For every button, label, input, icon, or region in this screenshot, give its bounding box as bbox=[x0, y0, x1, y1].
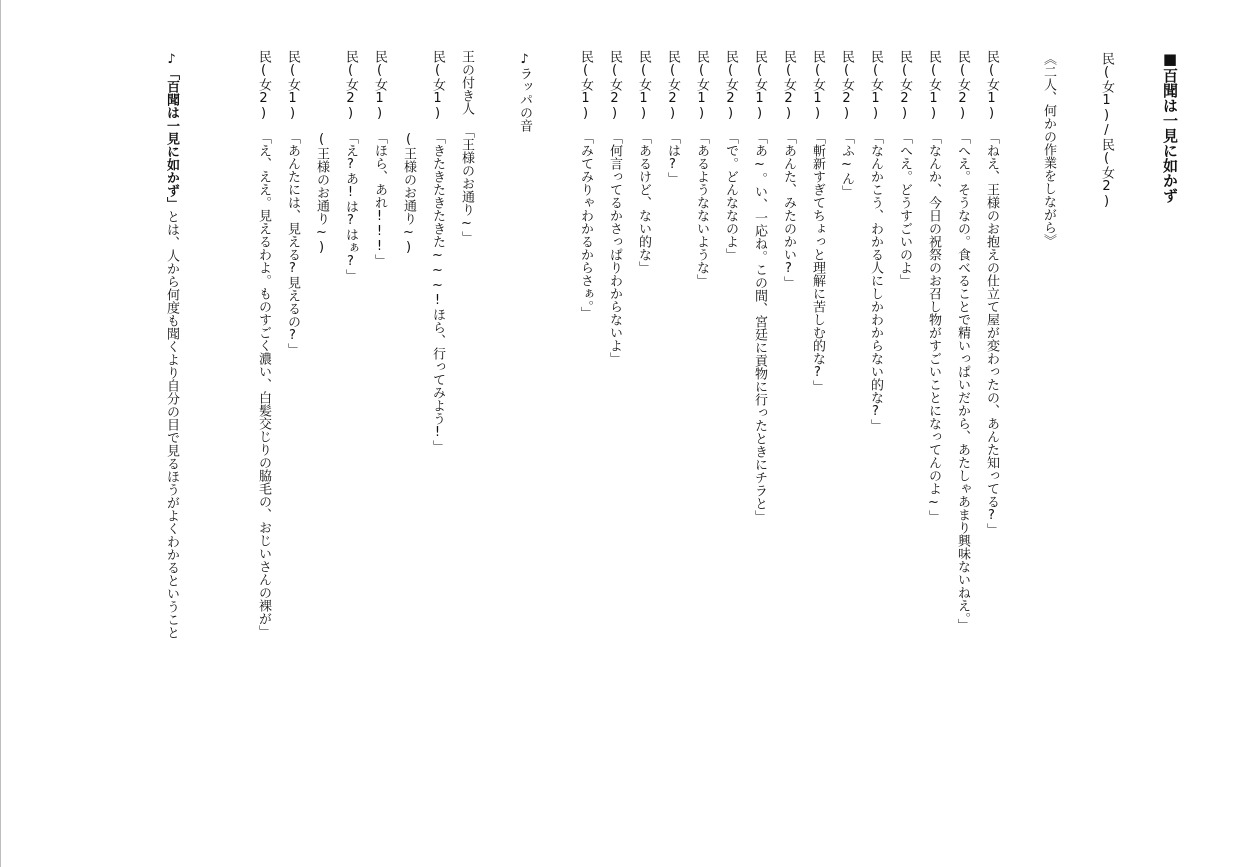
speaker-name: 民(女1) bbox=[926, 50, 941, 121]
dialogue-text: 「きたきたきたきた~~~!ほら、行ってみよう!」 bbox=[430, 131, 445, 453]
dialogue-line bbox=[695, 50, 708, 287]
dialogue-text: 「え、ええ。見えるわよ。ものすごく濃い、白髪交じりの脇毛の、おじいさんの裸が」 bbox=[256, 131, 271, 638]
speaker-name: 民(女1) bbox=[752, 50, 767, 121]
dialogue-text: 「え?あ!は?はぁ?」 bbox=[343, 131, 358, 282]
dialogue-line bbox=[927, 50, 940, 523]
speaker-name: 民(女1) bbox=[636, 50, 651, 121]
dialogue-text: 「あるようなないような」 bbox=[694, 131, 709, 287]
music-note-icon: ♪ bbox=[164, 52, 179, 67]
dialogue-line bbox=[373, 50, 386, 267]
dialogue-text: 「みてみりゃわかるからさぁ。」 bbox=[578, 131, 593, 320]
dialogue-text: 「で。どんななのよ」 bbox=[723, 131, 738, 261]
speaker-name: 民(女2) bbox=[343, 50, 358, 121]
sound-cue: ♪ラッパの音 bbox=[517, 52, 532, 132]
dialogue-text: 「何言ってるかさっぱりわからないよ」 bbox=[607, 131, 622, 365]
cast-line: 民(女1)/民(女2) bbox=[1099, 52, 1114, 209]
dialogue-text: 「ほら、あれ!!!」 bbox=[372, 131, 387, 267]
dialogue-text: 「あんた、みたのかい?」 bbox=[781, 131, 796, 289]
dialogue-line bbox=[579, 50, 592, 320]
speaker-name: 民(女1) bbox=[984, 50, 999, 121]
dialogue-line bbox=[898, 50, 911, 287]
dialogue-line bbox=[753, 50, 766, 523]
dialogue-text: 「なんかこう、わかる人にしかわからない的な?」 bbox=[868, 131, 883, 432]
speaker-name: 民(女2) bbox=[607, 50, 622, 121]
dialogue-line bbox=[724, 50, 737, 261]
dialogue-text: 「ふ~ん」 bbox=[839, 131, 854, 198]
dialogue-line bbox=[431, 50, 444, 453]
speaker-name: 民(女1) bbox=[868, 50, 883, 121]
speaker-name: 民(女1) bbox=[694, 50, 709, 121]
dialogue-line bbox=[637, 50, 650, 274]
dialogue-line bbox=[344, 50, 357, 282]
dialogue-text: 「へえ。そうなの。食べることで精いっぱいだから、あたしゃあまり興味ないねえ。」 bbox=[955, 131, 970, 632]
moral-line bbox=[165, 52, 178, 639]
document-title: ■百聞は一見に如かず bbox=[1161, 50, 1179, 203]
dialogue-line bbox=[840, 50, 853, 198]
dialogue-line bbox=[257, 50, 270, 638]
speaker-name: 民(女2) bbox=[723, 50, 738, 121]
dialogue-text: 「ねえ、王様のお抱えの仕立て屋が変わったの、あんた知ってる?」 bbox=[984, 131, 999, 536]
dialogue-line bbox=[782, 50, 795, 289]
dialogue-line bbox=[811, 50, 824, 393]
dialogue-line bbox=[460, 50, 473, 244]
dialogue-text: 「斬新すぎてちょっと理解に苦しむ的な?」 bbox=[810, 131, 825, 393]
speaker-name: 民(女2) bbox=[665, 50, 680, 121]
dialogue-line bbox=[985, 50, 998, 536]
speaker-name: 王の付き人 bbox=[459, 50, 474, 115]
dialogue-line bbox=[608, 50, 621, 365]
dialogue-line bbox=[869, 50, 882, 432]
stage-aside: (王様のお通り~) bbox=[401, 132, 416, 255]
speaker-name: 民(女1) bbox=[430, 50, 445, 121]
dialogue-text: 「王様のお通り~」 bbox=[459, 125, 474, 244]
speaker-name: 民(女2) bbox=[781, 50, 796, 121]
stage-direction: 《二人、何かの作業をしながら》 bbox=[1041, 52, 1056, 247]
dialogue-text: 「なんか、今日の祝祭のお召し物がすごいことになってんのよ~」 bbox=[926, 131, 941, 523]
speaker-name: 民(女2) bbox=[839, 50, 854, 121]
speaker-name: 民(女1) bbox=[578, 50, 593, 121]
dialogue-line bbox=[956, 50, 969, 632]
dialogue-text: 「へえ。どうすごいのよ」 bbox=[897, 131, 912, 287]
dialogue-line bbox=[666, 50, 679, 185]
speaker-name: 民(女1) bbox=[372, 50, 387, 121]
speaker-name: 民(女2) bbox=[955, 50, 970, 121]
stage-aside: (王様のお通り~) bbox=[314, 132, 329, 255]
speaker-name: 民(女1) bbox=[285, 50, 300, 121]
proverb-quote: 「百聞は一見に如かず」 bbox=[164, 67, 179, 210]
speaker-name: 民(女2) bbox=[897, 50, 912, 121]
dialogue-text: 「あるけど、ない的な」 bbox=[636, 131, 651, 274]
speaker-name: 民(女1) bbox=[810, 50, 825, 121]
moral-explanation: とは、人から何度も聞くより自分の目で見るほうがよくわかるということ bbox=[164, 210, 179, 639]
dialogue-text: 「は?」 bbox=[665, 131, 680, 185]
dialogue-text: 「あ~。い、一応ね。この間、宮廷に貢物に行ったときにチラと」 bbox=[752, 131, 767, 523]
dialogue-line bbox=[286, 50, 299, 356]
speaker-name: 民(女2) bbox=[256, 50, 271, 121]
dialogue-text: 「あんたには、見える?見えるの?」 bbox=[285, 131, 300, 356]
